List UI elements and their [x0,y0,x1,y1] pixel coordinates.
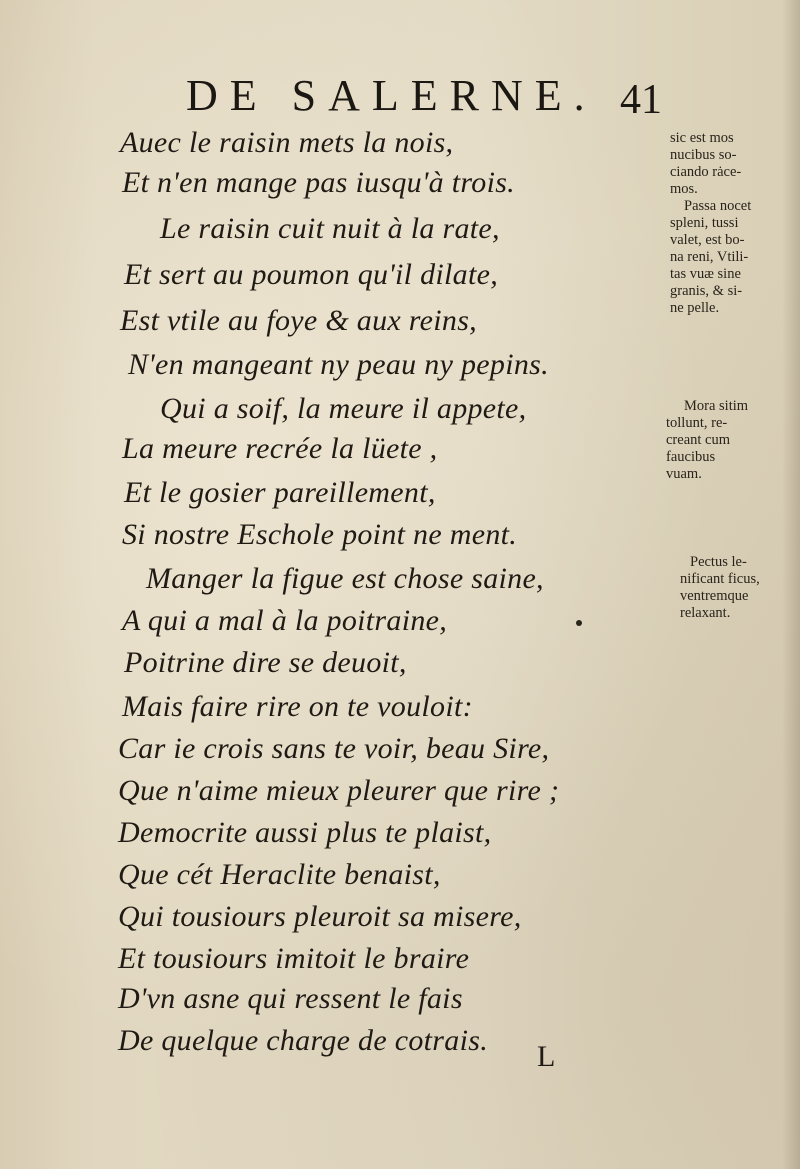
margin-note-figs [680,554,760,622]
verse-line: Et le gosier pareillement, [124,476,436,509]
note-line: creant cum [666,432,731,448]
note-line: Pectus le- [690,554,747,570]
note-line: valet, est bo- [670,232,745,248]
verse-line: Et tousiours imitoit le braire [118,942,470,975]
verse-line: Que n'aime mieux pleurer que rire ; [118,774,560,807]
note-line: vuam. [666,466,702,482]
verse-line: Si nostre Eschole point ne ment. [122,518,518,551]
note-line: granis, & si- [670,283,743,299]
signature-mark: L [537,1040,556,1073]
margin-note-nuts [670,130,751,317]
verse-line: Que cét Heraclite benaist, [118,858,441,891]
note-line: Passa nocet [684,198,752,214]
verse-line: N'en mangeant ny peau ny pepins. [128,348,549,381]
running-head: DE SALERNE. [186,71,597,120]
note-line: ciando rȧce- [670,164,742,180]
note-line: nucibus so- [670,147,737,163]
verse-line: Le raisin cuit nuit à la rate, [160,212,500,245]
verse-line: Qui tousiours pleuroit sa misere, [118,900,522,933]
verse-line: Auec le raisin mets la nois, [120,126,454,159]
note-line: tollunt, re- [666,415,728,431]
page-edge-shadow [782,0,800,1169]
note-line: faucibus [666,449,716,465]
verse-line: La meure recrée la lüete , [122,432,438,465]
verse-line: De quelque charge de cotrais. [118,1024,488,1057]
note-line: ventremque [680,588,749,604]
verse-line: Et n'en mange pas iusqu'à trois. [122,166,515,199]
note-line: relaxant. [680,605,731,621]
verse-line: D'vn asne qui ressent le fais [118,982,463,1015]
verse-line: Qui a soif, la meure il appete, [160,392,527,425]
note-line: nificant ficus, [680,571,760,587]
note-line: na reni, Vtili- [670,249,749,265]
note-line: Mora sitim [684,398,749,414]
verse-line: Mais faire rire on te vouloit: [122,690,473,723]
note-line: mos. [670,181,698,197]
verse-line: Poitrine dire se deuoit, [124,646,407,679]
verse-line: A qui a mal à la poitraine, [122,604,448,637]
verse-line: Manger la figue est chose saine, [146,562,544,595]
ink-speck [576,620,582,626]
note-line: tas vuæ sine [670,266,741,282]
note-line: sic est mos [670,130,734,146]
note-line: spleni, tussi [670,215,739,231]
margin-note-mulberry [666,398,749,483]
page-number: 41 [620,77,662,123]
note-line: ne pelle. [670,300,720,316]
verse-line: Car ie crois sans te voir, beau Sire, [118,732,550,765]
verse-line: Democrite aussi plus te plaist, [118,816,492,849]
page-header [186,66,666,126]
verse-line: Et sert au poumon qu'il dilate, [124,258,499,291]
verse-line: Est vtile au foye & aux reins, [120,304,477,337]
